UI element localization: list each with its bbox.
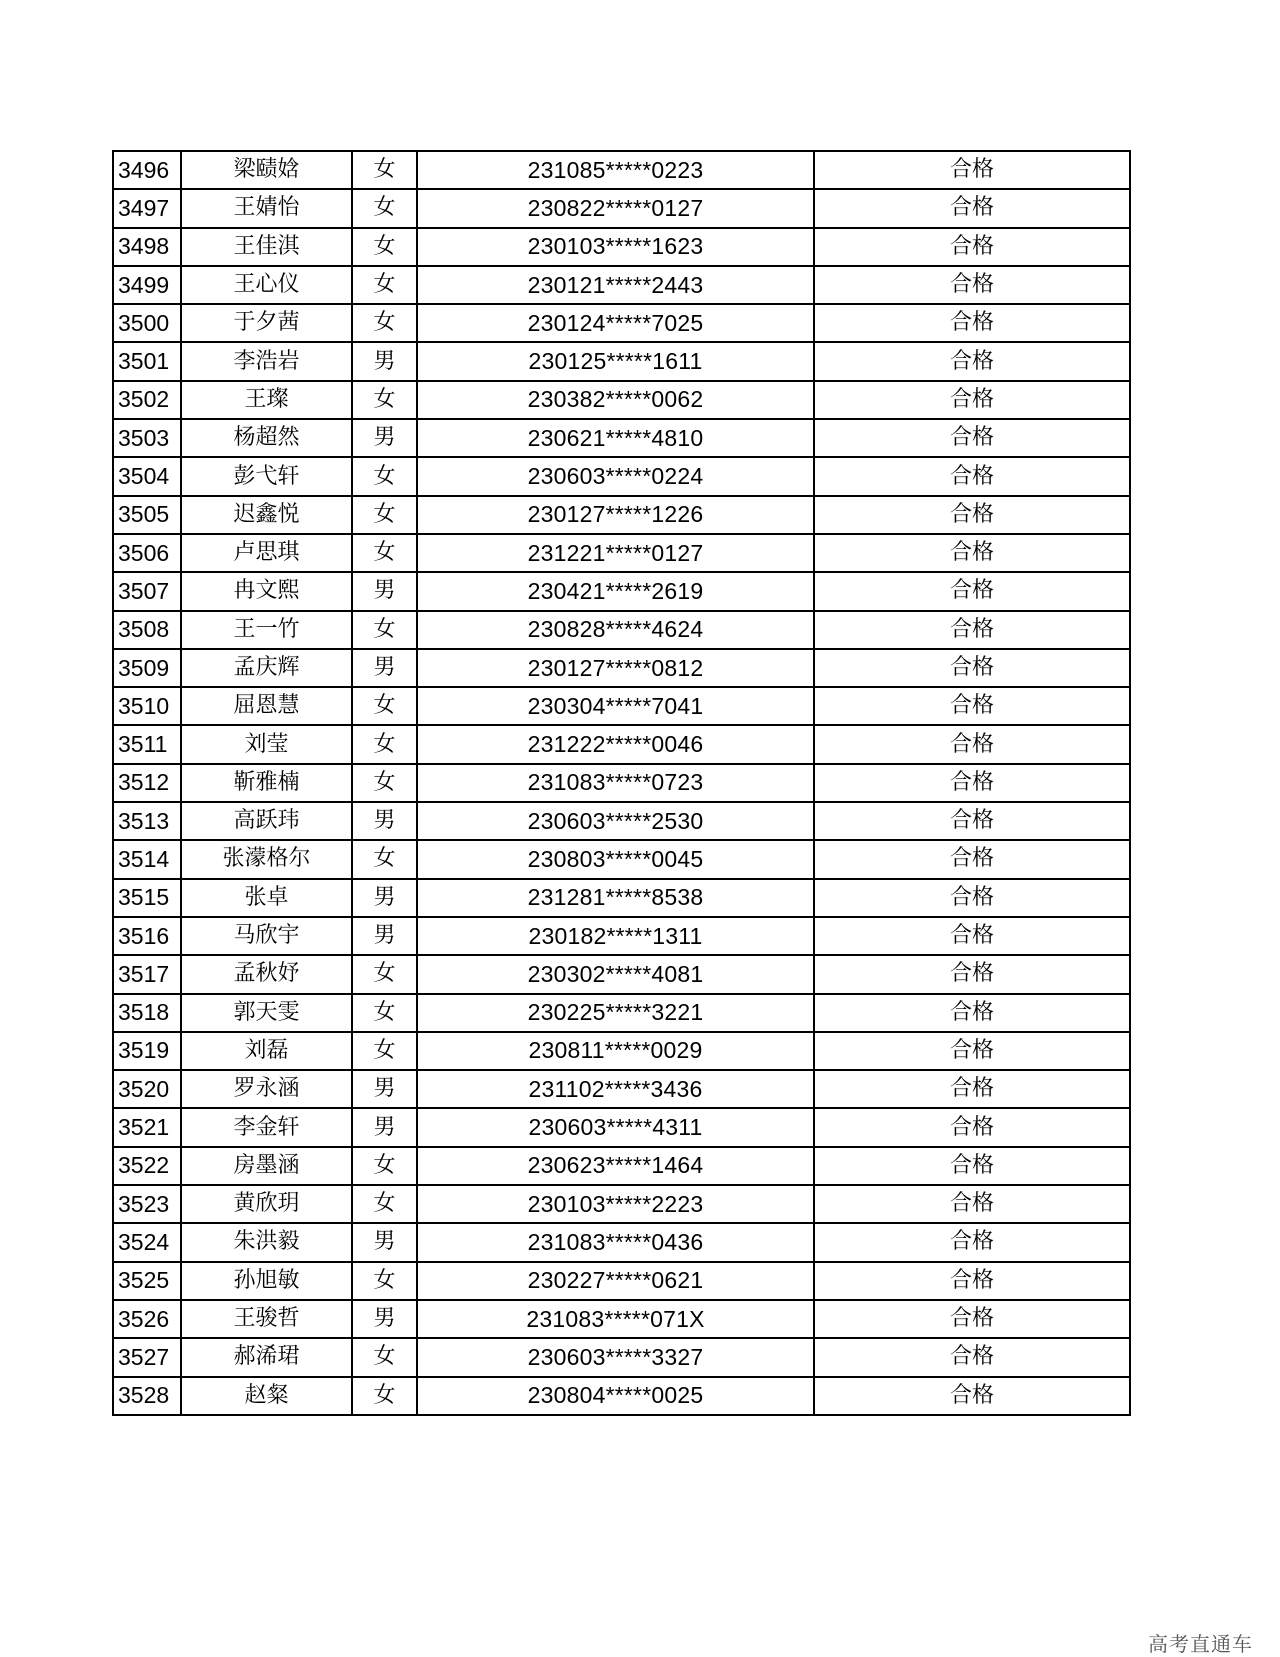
- cell-serial-number: 3522: [113, 1147, 181, 1185]
- cell-result: 合格: [814, 342, 1130, 380]
- cell-name: 梁赜娢: [181, 151, 352, 189]
- cell-id-number: 230182*****1311: [417, 917, 814, 955]
- cell-result: 合格: [814, 764, 1130, 802]
- cell-serial-number: 3506: [113, 534, 181, 572]
- table-row: [113, 994, 1130, 1032]
- cell-id-number: 230621*****4810: [417, 419, 814, 457]
- table-row: [113, 687, 1130, 725]
- cell-gender: 女: [352, 1262, 417, 1300]
- table-row: [113, 496, 1130, 534]
- cell-serial-number: 3523: [113, 1185, 181, 1223]
- table-row: [113, 649, 1130, 687]
- table-row: [113, 1338, 1130, 1376]
- cell-gender: 女: [352, 457, 417, 495]
- cell-name: 房墨涵: [181, 1147, 352, 1185]
- cell-serial-number: 3519: [113, 1032, 181, 1070]
- cell-result: 合格: [814, 1108, 1130, 1146]
- table-row: [113, 266, 1130, 304]
- cell-serial-number: 3518: [113, 994, 181, 1032]
- cell-name: 王婧怡: [181, 189, 352, 227]
- cell-name: 李金轩: [181, 1108, 352, 1146]
- cell-id-number: 230804*****0025: [417, 1377, 814, 1415]
- cell-result: 合格: [814, 266, 1130, 304]
- table-row: [113, 1070, 1130, 1108]
- cell-result: 合格: [814, 1262, 1130, 1300]
- cell-gender: 男: [352, 1108, 417, 1146]
- cell-gender: 女: [352, 611, 417, 649]
- cell-id-number: 230828*****4624: [417, 611, 814, 649]
- cell-gender: 女: [352, 725, 417, 763]
- cell-gender: 女: [352, 1185, 417, 1223]
- cell-serial-number: 3503: [113, 419, 181, 457]
- cell-serial-number: 3514: [113, 840, 181, 878]
- cell-name: 彭弋轩: [181, 457, 352, 495]
- cell-result: 合格: [814, 1070, 1130, 1108]
- cell-gender: 女: [352, 381, 417, 419]
- cell-result: 合格: [814, 381, 1130, 419]
- cell-name: 卢思琪: [181, 534, 352, 572]
- cell-result: 合格: [814, 189, 1130, 227]
- cell-serial-number: 3527: [113, 1338, 181, 1376]
- table-row: [113, 1377, 1130, 1415]
- cell-result: 合格: [814, 1147, 1130, 1185]
- cell-id-number: 230103*****2223: [417, 1185, 814, 1223]
- cell-serial-number: 3508: [113, 611, 181, 649]
- cell-serial-number: 3510: [113, 687, 181, 725]
- table-row: [113, 879, 1130, 917]
- table-row: [113, 840, 1130, 878]
- table-row: [113, 381, 1130, 419]
- cell-name: 张濛格尔: [181, 840, 352, 878]
- cell-result: 合格: [814, 649, 1130, 687]
- table-row: [113, 1108, 1130, 1146]
- cell-serial-number: 3516: [113, 917, 181, 955]
- table-row: [113, 1223, 1130, 1261]
- cell-id-number: 230603*****0224: [417, 457, 814, 495]
- cell-result: 合格: [814, 1300, 1130, 1338]
- cell-name: 屈恩慧: [181, 687, 352, 725]
- table-row: [113, 955, 1130, 993]
- cell-id-number: 230124*****7025: [417, 304, 814, 342]
- cell-gender: 男: [352, 1223, 417, 1261]
- cell-serial-number: 3511: [113, 725, 181, 763]
- cell-name: 高跃玮: [181, 802, 352, 840]
- cell-gender: 女: [352, 228, 417, 266]
- cell-name: 王心仪: [181, 266, 352, 304]
- cell-serial-number: 3528: [113, 1377, 181, 1415]
- table-row: [113, 1032, 1130, 1070]
- cell-name: 罗永涵: [181, 1070, 352, 1108]
- table-row: [113, 457, 1130, 495]
- cell-serial-number: 3496: [113, 151, 181, 189]
- cell-result: 合格: [814, 496, 1130, 534]
- cell-serial-number: 3501: [113, 342, 181, 380]
- cell-id-number: 230103*****1623: [417, 228, 814, 266]
- cell-name: 郭天雯: [181, 994, 352, 1032]
- table-row: [113, 304, 1130, 342]
- cell-name: 于夕茜: [181, 304, 352, 342]
- cell-name: 王骏哲: [181, 1300, 352, 1338]
- cell-serial-number: 3526: [113, 1300, 181, 1338]
- table-row: [113, 534, 1130, 572]
- cell-result: 合格: [814, 457, 1130, 495]
- table-row: [113, 342, 1130, 380]
- table-row: [113, 419, 1130, 457]
- cell-gender: 男: [352, 1070, 417, 1108]
- table-row: [113, 917, 1130, 955]
- cell-id-number: 230227*****0621: [417, 1262, 814, 1300]
- cell-serial-number: 3499: [113, 266, 181, 304]
- cell-id-number: 230125*****1611: [417, 342, 814, 380]
- table-row: [113, 1147, 1130, 1185]
- cell-id-number: 230304*****7041: [417, 687, 814, 725]
- table-row: [113, 764, 1130, 802]
- cell-serial-number: 3498: [113, 228, 181, 266]
- table-row: [113, 228, 1130, 266]
- cell-gender: 女: [352, 1147, 417, 1185]
- cell-name: 刘莹: [181, 725, 352, 763]
- table-row: [113, 1185, 1130, 1223]
- cell-id-number: 230421*****2619: [417, 572, 814, 610]
- cell-serial-number: 3513: [113, 802, 181, 840]
- cell-result: 合格: [814, 725, 1130, 763]
- cell-gender: 女: [352, 496, 417, 534]
- cell-result: 合格: [814, 879, 1130, 917]
- cell-serial-number: 3515: [113, 879, 181, 917]
- cell-serial-number: 3507: [113, 572, 181, 610]
- cell-serial-number: 3505: [113, 496, 181, 534]
- cell-id-number: 230382*****0062: [417, 381, 814, 419]
- cell-gender: 男: [352, 1300, 417, 1338]
- table-row: [113, 1300, 1130, 1338]
- cell-gender: 女: [352, 266, 417, 304]
- cell-id-number: 230603*****4311: [417, 1108, 814, 1146]
- cell-gender: 男: [352, 917, 417, 955]
- cell-gender: 男: [352, 419, 417, 457]
- cell-name: 王佳淇: [181, 228, 352, 266]
- cell-name: 杨超然: [181, 419, 352, 457]
- cell-result: 合格: [814, 802, 1130, 840]
- cell-name: 迟鑫悦: [181, 496, 352, 534]
- cell-id-number: 231083*****071X: [417, 1300, 814, 1338]
- table-row: [113, 151, 1130, 189]
- cell-id-number: 230623*****1464: [417, 1147, 814, 1185]
- cell-id-number: 231085*****0223: [417, 151, 814, 189]
- cell-gender: 男: [352, 649, 417, 687]
- cell-result: 合格: [814, 1032, 1130, 1070]
- cell-gender: 男: [352, 802, 417, 840]
- cell-gender: 女: [352, 840, 417, 878]
- cell-result: 合格: [814, 228, 1130, 266]
- cell-gender: 女: [352, 1377, 417, 1415]
- cell-id-number: 230822*****0127: [417, 189, 814, 227]
- cell-id-number: 230811*****0029: [417, 1032, 814, 1070]
- cell-name: 赵粲: [181, 1377, 352, 1415]
- cell-gender: 女: [352, 304, 417, 342]
- cell-id-number: 230603*****2530: [417, 802, 814, 840]
- cell-result: 合格: [814, 840, 1130, 878]
- cell-name: 王一竹: [181, 611, 352, 649]
- cell-result: 合格: [814, 1223, 1130, 1261]
- table-row: [113, 802, 1130, 840]
- cell-name: 孟秋妤: [181, 955, 352, 993]
- cell-gender: 女: [352, 994, 417, 1032]
- cell-name: 孙旭敏: [181, 1262, 352, 1300]
- table-row: [113, 572, 1130, 610]
- cell-result: 合格: [814, 955, 1130, 993]
- cell-gender: 男: [352, 879, 417, 917]
- cell-name: 王璨: [181, 381, 352, 419]
- cell-result: 合格: [814, 534, 1130, 572]
- cell-id-number: 230225*****3221: [417, 994, 814, 1032]
- cell-id-number: 230121*****2443: [417, 266, 814, 304]
- watermark-text: 高考直通车: [1148, 1632, 1253, 1656]
- roster-table: [112, 150, 1131, 1416]
- cell-result: 合格: [814, 611, 1130, 649]
- cell-name: 马欣宇: [181, 917, 352, 955]
- table-row: [113, 611, 1130, 649]
- cell-gender: 男: [352, 342, 417, 380]
- cell-name: 靳雅楠: [181, 764, 352, 802]
- cell-id-number: 231083*****0723: [417, 764, 814, 802]
- cell-gender: 女: [352, 764, 417, 802]
- cell-result: 合格: [814, 151, 1130, 189]
- cell-gender: 男: [352, 572, 417, 610]
- cell-serial-number: 3509: [113, 649, 181, 687]
- cell-serial-number: 3524: [113, 1223, 181, 1261]
- cell-name: 郝浠珺: [181, 1338, 352, 1376]
- table-row: [113, 725, 1130, 763]
- cell-serial-number: 3517: [113, 955, 181, 993]
- cell-id-number: 230603*****3327: [417, 1338, 814, 1376]
- cell-serial-number: 3520: [113, 1070, 181, 1108]
- cell-result: 合格: [814, 1338, 1130, 1376]
- table-row: [113, 189, 1130, 227]
- cell-name: 李浩岩: [181, 342, 352, 380]
- cell-gender: 女: [352, 189, 417, 227]
- cell-id-number: 231083*****0436: [417, 1223, 814, 1261]
- cell-result: 合格: [814, 419, 1130, 457]
- cell-id-number: 231221*****0127: [417, 534, 814, 572]
- cell-serial-number: 3500: [113, 304, 181, 342]
- cell-name: 黄欣玥: [181, 1185, 352, 1223]
- cell-serial-number: 3502: [113, 381, 181, 419]
- cell-gender: 女: [352, 955, 417, 993]
- cell-name: 张卓: [181, 879, 352, 917]
- cell-name: 冉文熙: [181, 572, 352, 610]
- cell-id-number: 231222*****0046: [417, 725, 814, 763]
- cell-gender: 女: [352, 151, 417, 189]
- cell-result: 合格: [814, 572, 1130, 610]
- cell-serial-number: 3521: [113, 1108, 181, 1146]
- cell-id-number: 231102*****3436: [417, 1070, 814, 1108]
- roster-body: [113, 151, 1130, 1415]
- cell-result: 合格: [814, 1377, 1130, 1415]
- cell-name: 刘磊: [181, 1032, 352, 1070]
- cell-gender: 女: [352, 1338, 417, 1376]
- cell-serial-number: 3512: [113, 764, 181, 802]
- cell-serial-number: 3504: [113, 457, 181, 495]
- cell-result: 合格: [814, 1185, 1130, 1223]
- cell-serial-number: 3525: [113, 1262, 181, 1300]
- cell-name: 朱洪毅: [181, 1223, 352, 1261]
- cell-result: 合格: [814, 917, 1130, 955]
- cell-gender: 女: [352, 687, 417, 725]
- cell-gender: 女: [352, 1032, 417, 1070]
- cell-id-number: 230803*****0045: [417, 840, 814, 878]
- cell-id-number: 230127*****0812: [417, 649, 814, 687]
- cell-id-number: 230302*****4081: [417, 955, 814, 993]
- cell-id-number: 230127*****1226: [417, 496, 814, 534]
- cell-gender: 女: [352, 534, 417, 572]
- cell-id-number: 231281*****8538: [417, 879, 814, 917]
- cell-result: 合格: [814, 994, 1130, 1032]
- cell-result: 合格: [814, 687, 1130, 725]
- table-row: [113, 1262, 1130, 1300]
- cell-result: 合格: [814, 304, 1130, 342]
- cell-name: 孟庆辉: [181, 649, 352, 687]
- cell-serial-number: 3497: [113, 189, 181, 227]
